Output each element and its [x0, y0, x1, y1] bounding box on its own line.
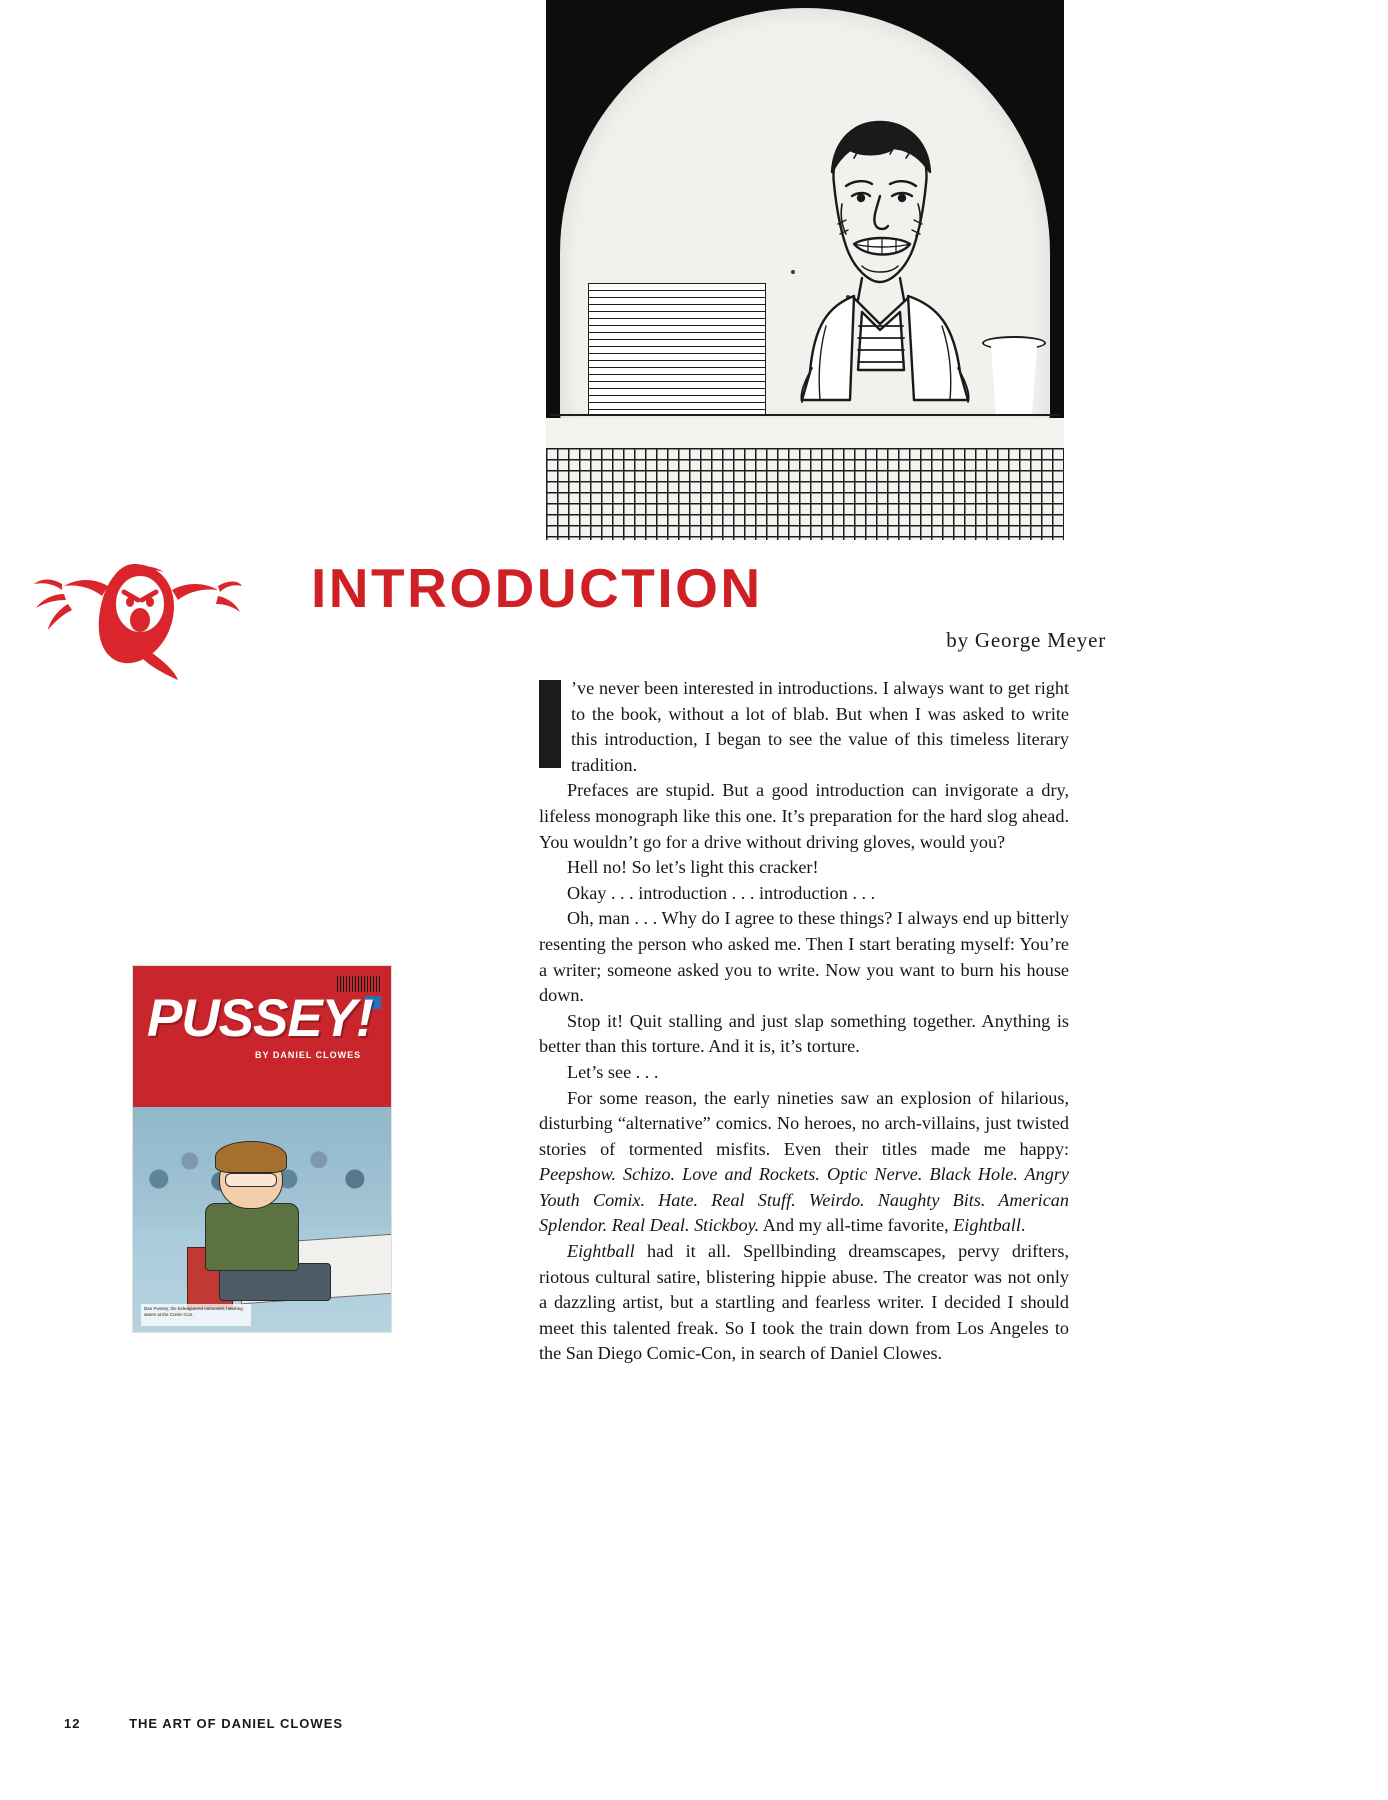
gridded-tablecloth [546, 448, 1064, 540]
top-illustration [546, 0, 1064, 540]
paragraph-4: Okay . . . introduction . . . introduction . . . [567, 882, 876, 903]
article-body [539, 676, 1069, 1367]
favorite-title: Eightball [953, 1215, 1021, 1236]
stack-of-comics [588, 283, 766, 414]
cover-caption: Dan Pussey, the beleaguered cartoonist, hawking wares at the Comic-Con. [141, 1304, 251, 1326]
paragraph-1: ’ve never been interested in introductions. I always want to get right to the book, without a lot of blab. But when I was asked to write this introduction, I began to see the value of this timeless literary tradition. [539, 676, 1069, 778]
cover-logo: PUSSEY! [147, 989, 373, 1048]
seated-man-line-drawing [742, 100, 1022, 420]
paragraph-3: Hell no! So let’s light this cracker! [567, 857, 819, 878]
pussey-book-cover [133, 966, 391, 1332]
paragraph-final: Eightball had it all. Spellbinding dreamscapes, pervy drifters, riotous cultural satire, blistering hippie abuse. The creator was not only a dazzling artist, but a startling and fearless writer. I decided I should meet this talented freak. So I took the train down from Los Angeles to the San Diego Comic-Con, in search of Daniel Clowes. [539, 1241, 1069, 1364]
page-number: 12 [64, 1716, 81, 1731]
cover-credit: BY DANIEL CLOWES [255, 1050, 362, 1060]
drop-cap [539, 680, 561, 768]
red-monster-character-icon [22, 520, 242, 680]
cartoonist-hair [215, 1141, 287, 1173]
page-title: INTRODUCTION [311, 557, 763, 619]
paragraph-6: Stop it! Quit stalling and just slap something together. Anything is better than this torture. And it is, it’s torture. [539, 1010, 1069, 1057]
paragraph-5: Oh, man . . . Why do I agree to these things? I always end up bitterly resenting the person who asked me. Then I start berating myself: You’re a writer; someone asked you to write. Now you want to burn his house down. [539, 908, 1069, 1006]
comic-titles-list: Peepshow. Schizo. Love and Rockets. Optic Nerve. Black Hole. Angry Youth Comix. Hate. Real Stuff. Weirdo. Naughty Bits. American Splendor. Real Deal. Stickboy. [539, 1164, 1069, 1236]
eightball-title: Eightball [567, 1241, 635, 1262]
paragraph-comics: For some reason, the early nineties saw an explosion of hilarious, disturbing “alternative” comics. No heroes, no arch-villains, just twisted stories of tormented misfits. Even their titles made me happy: Peepshow. Schizo. Love and Rockets. Optic Nerve. Black Hole. Angry Youth Comix. Hate. Real Stuff. Weirdo. Naughty Bits. American Splendor. Real Deal. Stickboy. And my all-time favorite, Eightball. [539, 1087, 1069, 1236]
paragraph-2: Prefaces are stupid. But a good introduction can invigorate a dry, lifeless monograph like this one. It’s preparation for the hard slog ahead. You wouldn’t go for a drive without driving gloves, would you? [539, 780, 1069, 852]
paragraph-7: Let’s see . . . [567, 1061, 659, 1082]
author-byline: by George Meyer [946, 628, 1106, 652]
page-footer [64, 1716, 343, 1731]
cartoonist-glasses-icon [225, 1173, 277, 1187]
cover-artwork [133, 1107, 391, 1332]
book-title-footer: THE ART OF DANIEL CLOWES [129, 1716, 344, 1731]
cartoonist-body [205, 1203, 299, 1271]
